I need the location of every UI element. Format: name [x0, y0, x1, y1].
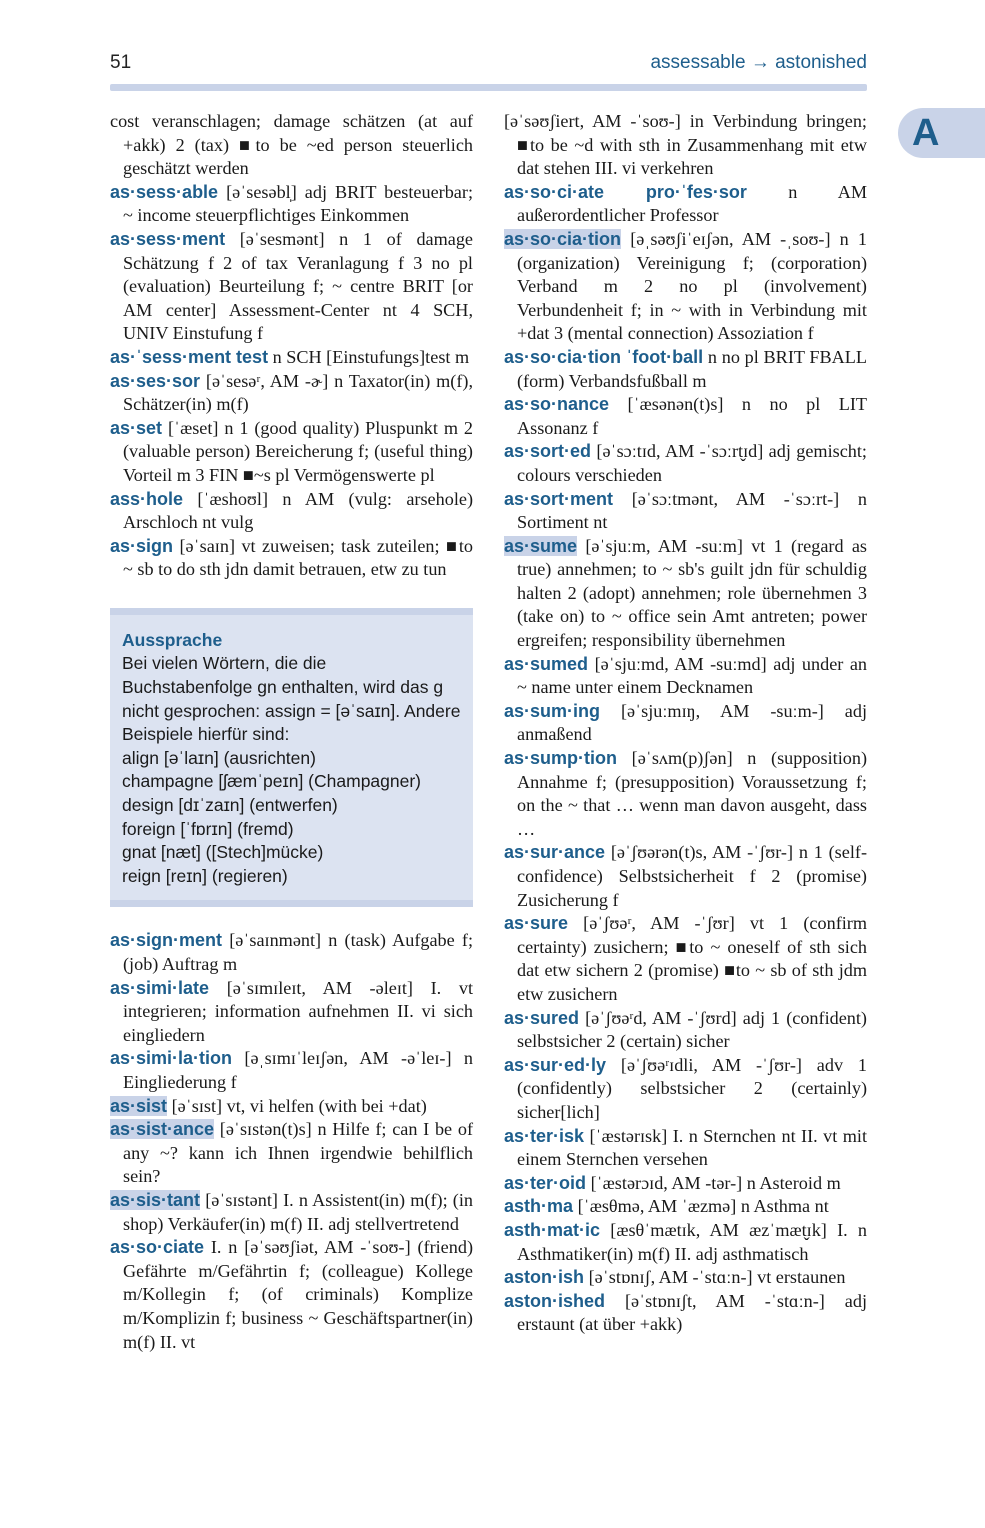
dictionary-entry [504, 1054, 867, 1125]
dictionary-entry [504, 1007, 867, 1054]
box-intro: Bei vielen Wörtern, die die Buchstabenfolge gn enthalten, wird das g nicht gesprochen: assign = [əˈsaɪn]. Andere Beispiele hierfür sind: [122, 653, 461, 745]
dictionary-entry [504, 912, 867, 1006]
entry-definition: [ˈæsənən(t)s] n no pl LIT Assonanz f [517, 394, 867, 438]
dictionary-entry [504, 110, 867, 181]
entry-definition: [əˈsaɪnmənt] n (task) Aufgabe f; (job) Auftrag m [123, 930, 473, 974]
entry-headword[interactable]: as·sured [504, 1007, 580, 1028]
pronunciation-example: foreign [ˈfɒrɪn] (fremd) [122, 818, 294, 839]
entry-headword[interactable]: as·so·ciate [110, 1237, 205, 1258]
entry-definition: [əˈstɒnɪʃ, AM -ˈstɑːn-] vt erstaunen [588, 1267, 846, 1288]
header-rule [110, 84, 867, 91]
entry-headword[interactable]: as·sort·ment [504, 488, 614, 509]
entry-headword[interactable]: asth·mat·ic [504, 1219, 601, 1240]
entry-headword[interactable]: as·sign [110, 535, 174, 556]
entry-definition: cost veranschlagen; damage schätzen (at auf +akk) 2 (tax) ■to be ~ed person steuerlich geschätzt werden [110, 111, 473, 179]
entry-definition: [əˌsɪmɪˈleɪʃən, AM -əˈleɪ-] n Eingliederung f [123, 1048, 473, 1092]
entry-headword[interactable]: as·ter·oid [504, 1172, 587, 1193]
dictionary-entry [504, 393, 867, 440]
entry-headword[interactable]: as·ses·sor [110, 370, 201, 391]
entry-headword[interactable]: as·sist [110, 1095, 168, 1116]
dictionary-entry [504, 488, 867, 535]
entry-headword[interactable]: as·sign·ment [110, 930, 223, 951]
page-number: 51 [110, 52, 132, 73]
dictionary-entry [110, 110, 473, 181]
entry-definition: [əˈʃʊərən(t)s, AM -ˈʃʊr-] n 1 (self-confidence) Selbstsicherheit f 2 (promise) Zusicherung f [517, 842, 868, 910]
entry-definition: [əˈsaɪn] vt zuweisen; task zuteilen; ■to ~ sb to do sth jdn damit betrauen, etw zu tun [123, 535, 473, 580]
dictionary-entry [504, 228, 867, 346]
entry-headword[interactable]: as·sumed [504, 653, 589, 674]
entry-definition: [əˌsəʊʃiˈeɪʃən, AM -ˌsoʊ-] n 1 (organization) Vereinigung f; (corporation) Verband m 2 no pl (involvement) Verbundenheit f; in ~ with in Verbindung mit +dat 3 (mental connection) Assoziation f [517, 228, 868, 344]
entry-definition: [æsθˈmætɪk, AM æzˈmæt̬ɪk] I. n Asthmatiker(in) m(f) II. adj asthmatisch [517, 1219, 868, 1264]
left-column [110, 110, 473, 1354]
entry-headword[interactable]: as·ˈsess·ment test [110, 346, 269, 367]
entry-definition: [ˈæset] n 1 (good quality) Pluspunkt m 2 (valuable person) Bereicherung f; (useful thing) Vorteil m 3 FIN ■~s pl Vermögenswerte pl [123, 417, 474, 485]
entry-headword[interactable]: as·sure [504, 913, 569, 934]
entry-headword[interactable]: as·sis·tant [110, 1189, 201, 1210]
entry-headword[interactable]: aston·ished [504, 1290, 606, 1311]
entry-headword[interactable]: as·simi·late [110, 977, 210, 998]
entry-definition: I. n [əˈsəʊʃiət, AM -ˈsoʊ-] (friend) Gefährte m/Gefährtin f; (colleague) Kollege m/Kollegin f; (of criminals) Komplize m/Komplizin f; business ~ Geschäftspartner(in) m(f) II. vt [123, 1237, 473, 1352]
dictionary-entry [110, 929, 473, 976]
dictionary-entry [110, 370, 473, 417]
entry-headword[interactable]: as·set [110, 417, 163, 438]
entry-definition: [əˈʃʊəʳd, AM -ˈʃʊrd] adj 1 (confident) selbstsicher 2 (certain) sicher [517, 1007, 867, 1052]
entry-definition: n no pl BRIT FBALL (form) Verbandsfußball m [517, 346, 867, 391]
entry-list-top [110, 110, 473, 582]
entry-definition: n AM außerordentlicher Professor [517, 181, 868, 226]
pronunciation-example: align [əˈlaɪn] (ausrichten) [122, 747, 316, 768]
entry-headword[interactable]: as·sump·tion [504, 748, 618, 769]
entry-headword[interactable]: asth·ma [504, 1196, 574, 1217]
entry-headword[interactable]: as·so·cia·tion ˈfoot·ball [504, 346, 704, 367]
entry-definition: n SCH [Einstufungs]test m [272, 346, 470, 367]
entry-definition: [ˈæshoʊl] n AM (vulg: arsehole) Arschloch nt vulg [123, 488, 473, 533]
entry-headword[interactable]: as·sist·ance [110, 1119, 215, 1140]
entry-headword[interactable]: as·simi·la·tion [110, 1048, 233, 1069]
entry-definition: [əˈsesəʳ, AM -ɚ] n Taxator(in) m(f), Schätzer(in) m(f) [123, 370, 473, 415]
dictionary-entry [504, 1290, 867, 1337]
dictionary-entry [110, 228, 473, 346]
entry-headword[interactable]: as·sess·able [110, 181, 219, 202]
entry-headword[interactable]: as·sum·ing [504, 700, 601, 721]
entry-definition: [əˈsesəbl̩] adj BRIT besteuerbar; ~ income steuerpflichtiges Einkommen [123, 181, 473, 226]
dictionary-entry [504, 535, 867, 653]
dictionary-entry [110, 346, 473, 370]
dictionary-entry [504, 700, 867, 747]
dictionary-entry [110, 1095, 473, 1119]
dictionary-entry [110, 977, 473, 1048]
entry-definition: [əˈsʌm(p)ʃən] n (supposition) Annahme f; (presupposition) Voraussetzung f; on the ~ that … wenn man davon ausgeht, dass … [517, 748, 868, 839]
entry-headword[interactable]: as·ter·isk [504, 1125, 585, 1146]
dictionary-entry [110, 1236, 473, 1354]
entry-headword[interactable]: aston·ish [504, 1267, 585, 1288]
entry-definition: [ˈæstərɪsk] I. n Sternchen nt II. vt mit einem Sternchen versehen [517, 1125, 868, 1170]
entry-definition: [əˈstɒnɪʃt, AM -ˈstɑːn-] adj erstaunt (at über +akk) [517, 1290, 867, 1335]
entry-headword[interactable]: as·sur·ed·ly [504, 1054, 607, 1075]
entry-definition: [əˈsəʊʃiert, AM -ˈsoʊ-] in Verbindung bringen; ■to be ~d with sth in Zusammenhang mit etw dat stehen III. vi verkehren [504, 111, 867, 179]
dictionary-entry [504, 1195, 867, 1219]
entry-definition: [əˈʃʊəʳɪdli, AM -ˈʃʊr-] adv 1 (confidently) selbstsicher 2 (certainly) sicher[lich] [517, 1054, 867, 1122]
entry-definition: [əˈʃʊəʳ, AM -ˈʃʊr] vt 1 (confirm certainty) zusichern; ■to ~ oneself of sth sich dat etw sichern 2 (promise) ■to ~ sb of sth jdm etw zusichern [517, 913, 868, 1004]
dictionary-entry [110, 1047, 473, 1094]
entry-definition: [əˈsɔːtɪd, AM -ˈsɔːrt̬ɪd] adj gemischt; colours verschieden [517, 441, 867, 485]
dictionary-entry [110, 535, 473, 582]
thumb-index-tab[interactable]: A [898, 108, 985, 158]
entry-headword[interactable]: as·so·nance [504, 394, 610, 415]
entry-definition: [əˈsɪmɪleɪt, AM -əleɪt] I. vt integrieren; information aufnehmen II. vi sich eingliedern [123, 977, 474, 1045]
dictionary-entry [110, 1118, 473, 1189]
pronunciation-example: reign [reɪn] (regieren) [122, 865, 288, 886]
dictionary-entry [504, 1172, 867, 1196]
dictionary-entry [504, 1266, 867, 1290]
dictionary-entry [504, 1125, 867, 1172]
pronunciation-example: design [dɪˈzaɪn] (entwerfen) [122, 795, 338, 816]
entry-headword[interactable]: as·so·cia·tion [504, 228, 622, 249]
pronunciation-example: champagne [ʃæmˈpeɪn] (Champagner) [122, 771, 422, 792]
dictionary-entry [504, 747, 867, 841]
dictionary-entry [504, 1219, 867, 1266]
entry-definition: [əˈsɪst] vt, vi helfen (with bei +dat) [171, 1095, 427, 1116]
entry-definition: [əˈsjuːmɪŋ, AM -suːm-] adj anmaßend [517, 700, 867, 745]
box-title: Aussprache [122, 629, 223, 650]
dictionary-entry [110, 181, 473, 228]
entry-definition: [ˈæstərɔɪd, AM -tər-] n Asteroid m [590, 1172, 841, 1193]
entry-headword[interactable]: as·sur·ance [504, 842, 606, 863]
dictionary-entry [504, 841, 867, 912]
dictionary-entry [504, 653, 867, 700]
entry-list-right [504, 110, 867, 1337]
pronunciation-box [110, 608, 473, 908]
entry-definition: [əˈsjuːmd, AM -suːmd] adj under an ~ name unter einem Decknamen [517, 653, 868, 698]
entry-definition: [əˈsjuːm, AM -suːm] vt 1 (regard as true) annehmen; to ~ sb's guilt jdn für schuldig halten 2 (adopt) annehmen; role übernehmen 3 (take on) to ~ office sein Amt antreten; power ergreifen; responsibility übernehmen [517, 535, 868, 651]
entry-headword[interactable]: as·sort·ed [504, 441, 592, 462]
dictionary-entry [110, 417, 473, 488]
entry-definition: [əˈsɔːtmənt, AM -ˈsɔːrt-] n Sortiment nt [517, 488, 867, 533]
running-head: assessable → astonished [650, 52, 867, 73]
entry-definition: [əˈsesmənt] n 1 of damage Schätzung f 2 of tax Veranlagung f 3 no pl (evaluation) Beurteilung f; ~ centre BRIT [or AM center] Assessment-Center nt 4 SCH, UNIV Einstufung f [123, 228, 473, 344]
entry-list-bottom [110, 929, 473, 1354]
dictionary-entry [504, 440, 867, 487]
dictionary-entry [504, 346, 867, 393]
dictionary-entry [110, 1189, 473, 1236]
entry-definition: [ˈæsθmə, AM ˈæzmə] n Asthma nt [577, 1196, 829, 1217]
entry-headword[interactable]: as·so·ci·ate pro·ˈfes·sor [504, 181, 747, 202]
dictionary-entry [504, 181, 867, 228]
entry-headword[interactable]: ass·hole [110, 488, 184, 509]
entry-definition: [əˈsɪstənt] I. n Assistent(in) m(f); (in shop) Verkäufer(in) m(f) II. adj stellvertretend [123, 1189, 473, 1234]
right-column [504, 110, 867, 1337]
entry-headword[interactable]: as·sess·ment [110, 228, 226, 249]
entry-headword[interactable]: as·sume [504, 535, 578, 556]
pronunciation-example: gnat [næt] ([Stech]mücke) [122, 842, 324, 863]
entry-definition: [əˈsɪstən(t)s] n Hilfe f; can I be of any ~? kann ich Ihnen irgendwie behilflich sein? [123, 1119, 473, 1187]
box-examples [122, 747, 461, 889]
dictionary-entry [110, 488, 473, 535]
